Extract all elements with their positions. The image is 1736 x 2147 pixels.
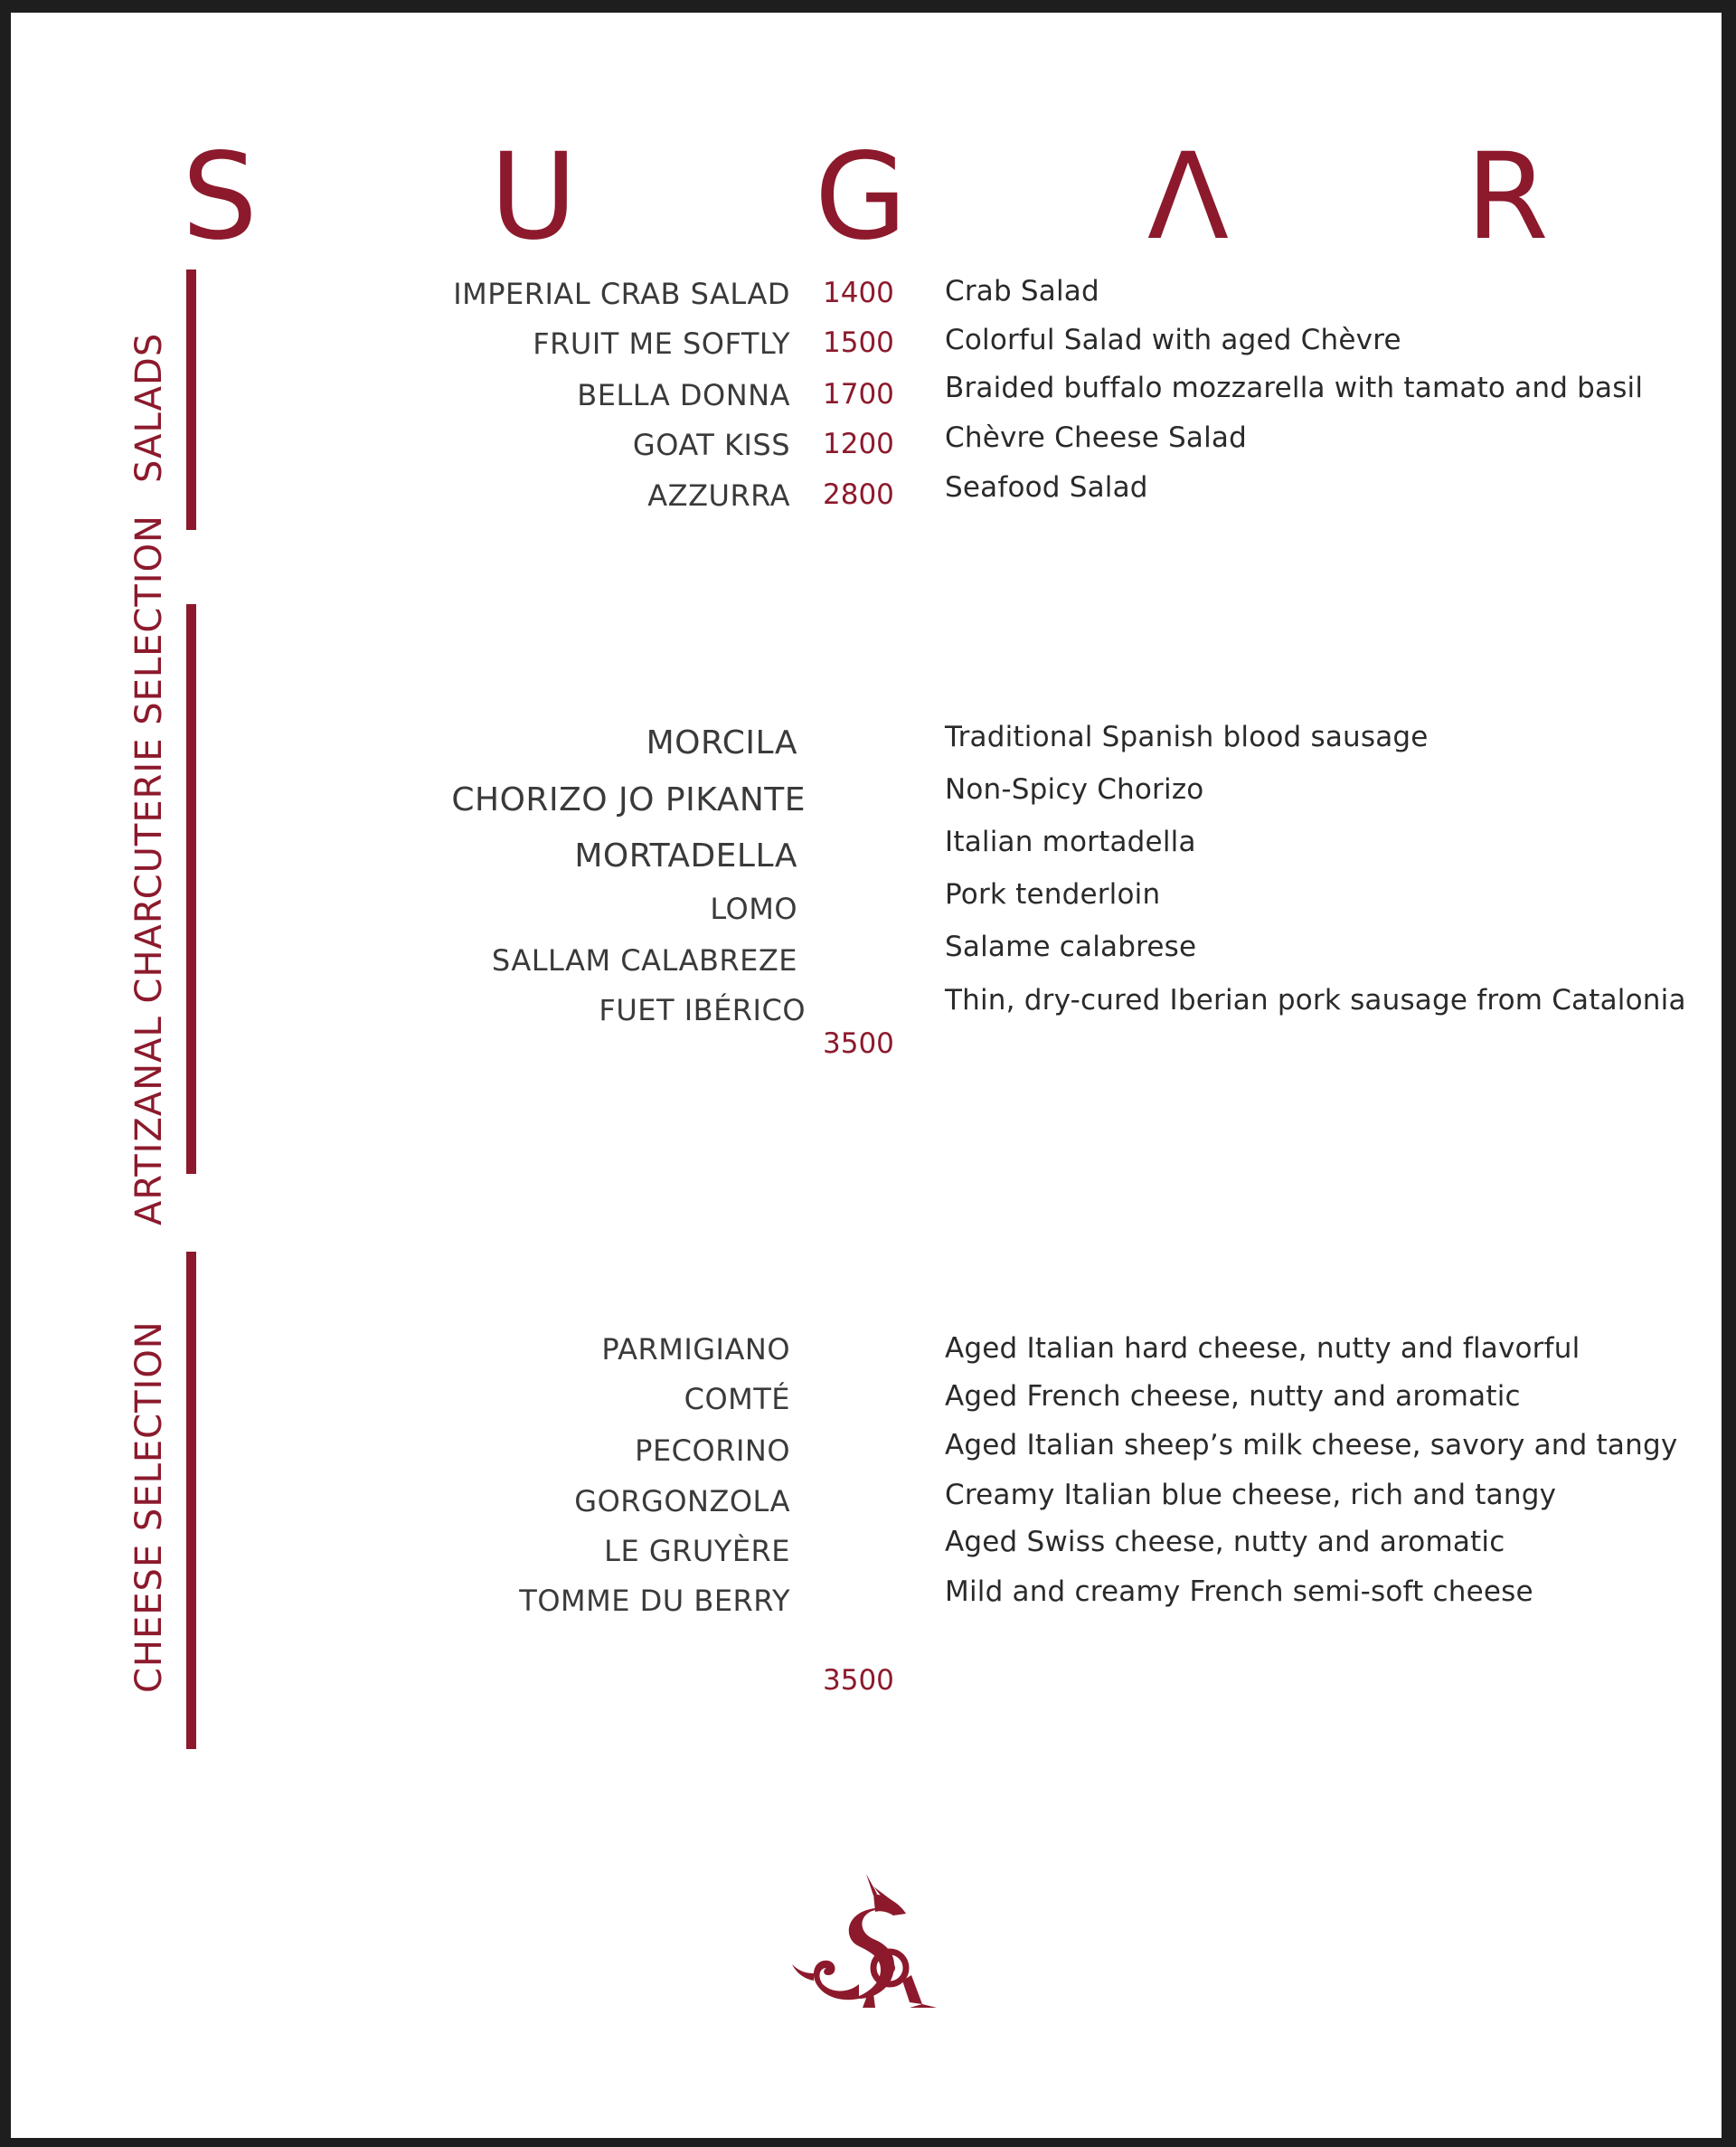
menu-item-description: Mild and creamy French semi-soft cheese xyxy=(945,1575,1533,1608)
menu-item-description: Chèvre Cheese Salad xyxy=(945,421,1247,454)
brand-letter: G xyxy=(814,128,908,267)
menu-page xyxy=(11,13,1722,2138)
menu-item-description: Salame calabrese xyxy=(945,931,1197,963)
section-divider-bar xyxy=(186,270,196,530)
menu-item-description: Pork tenderloin xyxy=(945,878,1161,911)
brand-letter: R xyxy=(1466,128,1549,267)
section-divider-bar xyxy=(186,1252,196,1749)
menu-item-name: MORCILA xyxy=(646,724,797,761)
menu-item-name: GOAT KISS xyxy=(632,428,790,462)
menu-item-name: COMTÉ xyxy=(684,1382,790,1416)
menu-item-description: Aged Swiss cheese, nutty and aromatic xyxy=(945,1526,1505,1558)
brand-letter: U xyxy=(489,128,578,267)
menu-item-description: Traditional Spanish blood sausage xyxy=(945,721,1429,753)
menu-item-description: Aged French cheese, nutty and aromatic xyxy=(945,1380,1521,1413)
menu-item-name: PECORINO xyxy=(635,1433,790,1468)
menu-item-name: TOMME DU BERRY xyxy=(519,1584,790,1618)
menu-item-name: FUET IBÉRICO xyxy=(599,993,806,1027)
menu-item-name: LOMO xyxy=(710,892,797,926)
menu-item-name: LE GRUYÈRE xyxy=(604,1534,790,1568)
section-divider-bar xyxy=(186,604,196,1174)
menu-item-name: MORTADELLA xyxy=(574,837,797,875)
menu-item-description: Seafood Salad xyxy=(945,471,1148,504)
menu-item-description: Colorful Salad with aged Chèvre xyxy=(945,324,1401,356)
section-title-charcuterie: ARTIZANAL CHARCUTERIE SELECTION xyxy=(128,515,170,1225)
menu-item-price: 1200 xyxy=(823,428,894,460)
menu-item-description: Aged Italian sheep’s milk cheese, savory and tangy xyxy=(945,1429,1678,1461)
section-title-salads: SALADS xyxy=(128,332,170,483)
menu-item-name: SALLAM CALABREZE xyxy=(491,943,797,978)
menu-item-description: Non-Spicy Chorizo xyxy=(945,773,1204,806)
menu-item-name: FRUIT ME SOFTLY xyxy=(533,326,790,361)
brand-letter: Λ xyxy=(1146,128,1230,267)
menu-item-name: CHORIZO JO PIKANTE xyxy=(451,781,806,818)
menu-item-description: Crab Salad xyxy=(945,275,1099,307)
menu-item-price: 2800 xyxy=(823,478,894,511)
menu-item-name: PARMIGIANO xyxy=(601,1332,790,1367)
menu-item-description: Braided buffalo mozzarella with tamato and basil xyxy=(945,372,1644,404)
menu-item-price: 1400 xyxy=(823,277,894,309)
menu-item-price: 1700 xyxy=(823,378,894,411)
brand-letter: S xyxy=(182,128,258,267)
menu-item-name: GORGONZOLA xyxy=(574,1484,790,1518)
menu-item-price: 1500 xyxy=(823,326,894,359)
section-price: 3500 xyxy=(823,1664,894,1697)
menu-item-description: Italian mortadella xyxy=(945,826,1196,858)
menu-item-name: AZZURRA xyxy=(647,478,790,513)
menu-item-name: BELLA DONNA xyxy=(577,378,790,412)
menu-item-description: Thin, dry-cured Iberian pork sausage from Catalonia xyxy=(945,984,1686,1017)
dragon-logo-icon xyxy=(787,1867,940,2011)
menu-item-name: IMPERIAL CRAB SALAD xyxy=(453,277,790,311)
menu-item-description: Aged Italian hard cheese, nutty and flavorful xyxy=(945,1332,1580,1365)
section-price: 3500 xyxy=(823,1027,894,1060)
menu-item-description: Creamy Italian blue cheese, rich and tangy xyxy=(945,1479,1557,1511)
section-title-cheese: CHEESE SELECTION xyxy=(128,1320,170,1693)
